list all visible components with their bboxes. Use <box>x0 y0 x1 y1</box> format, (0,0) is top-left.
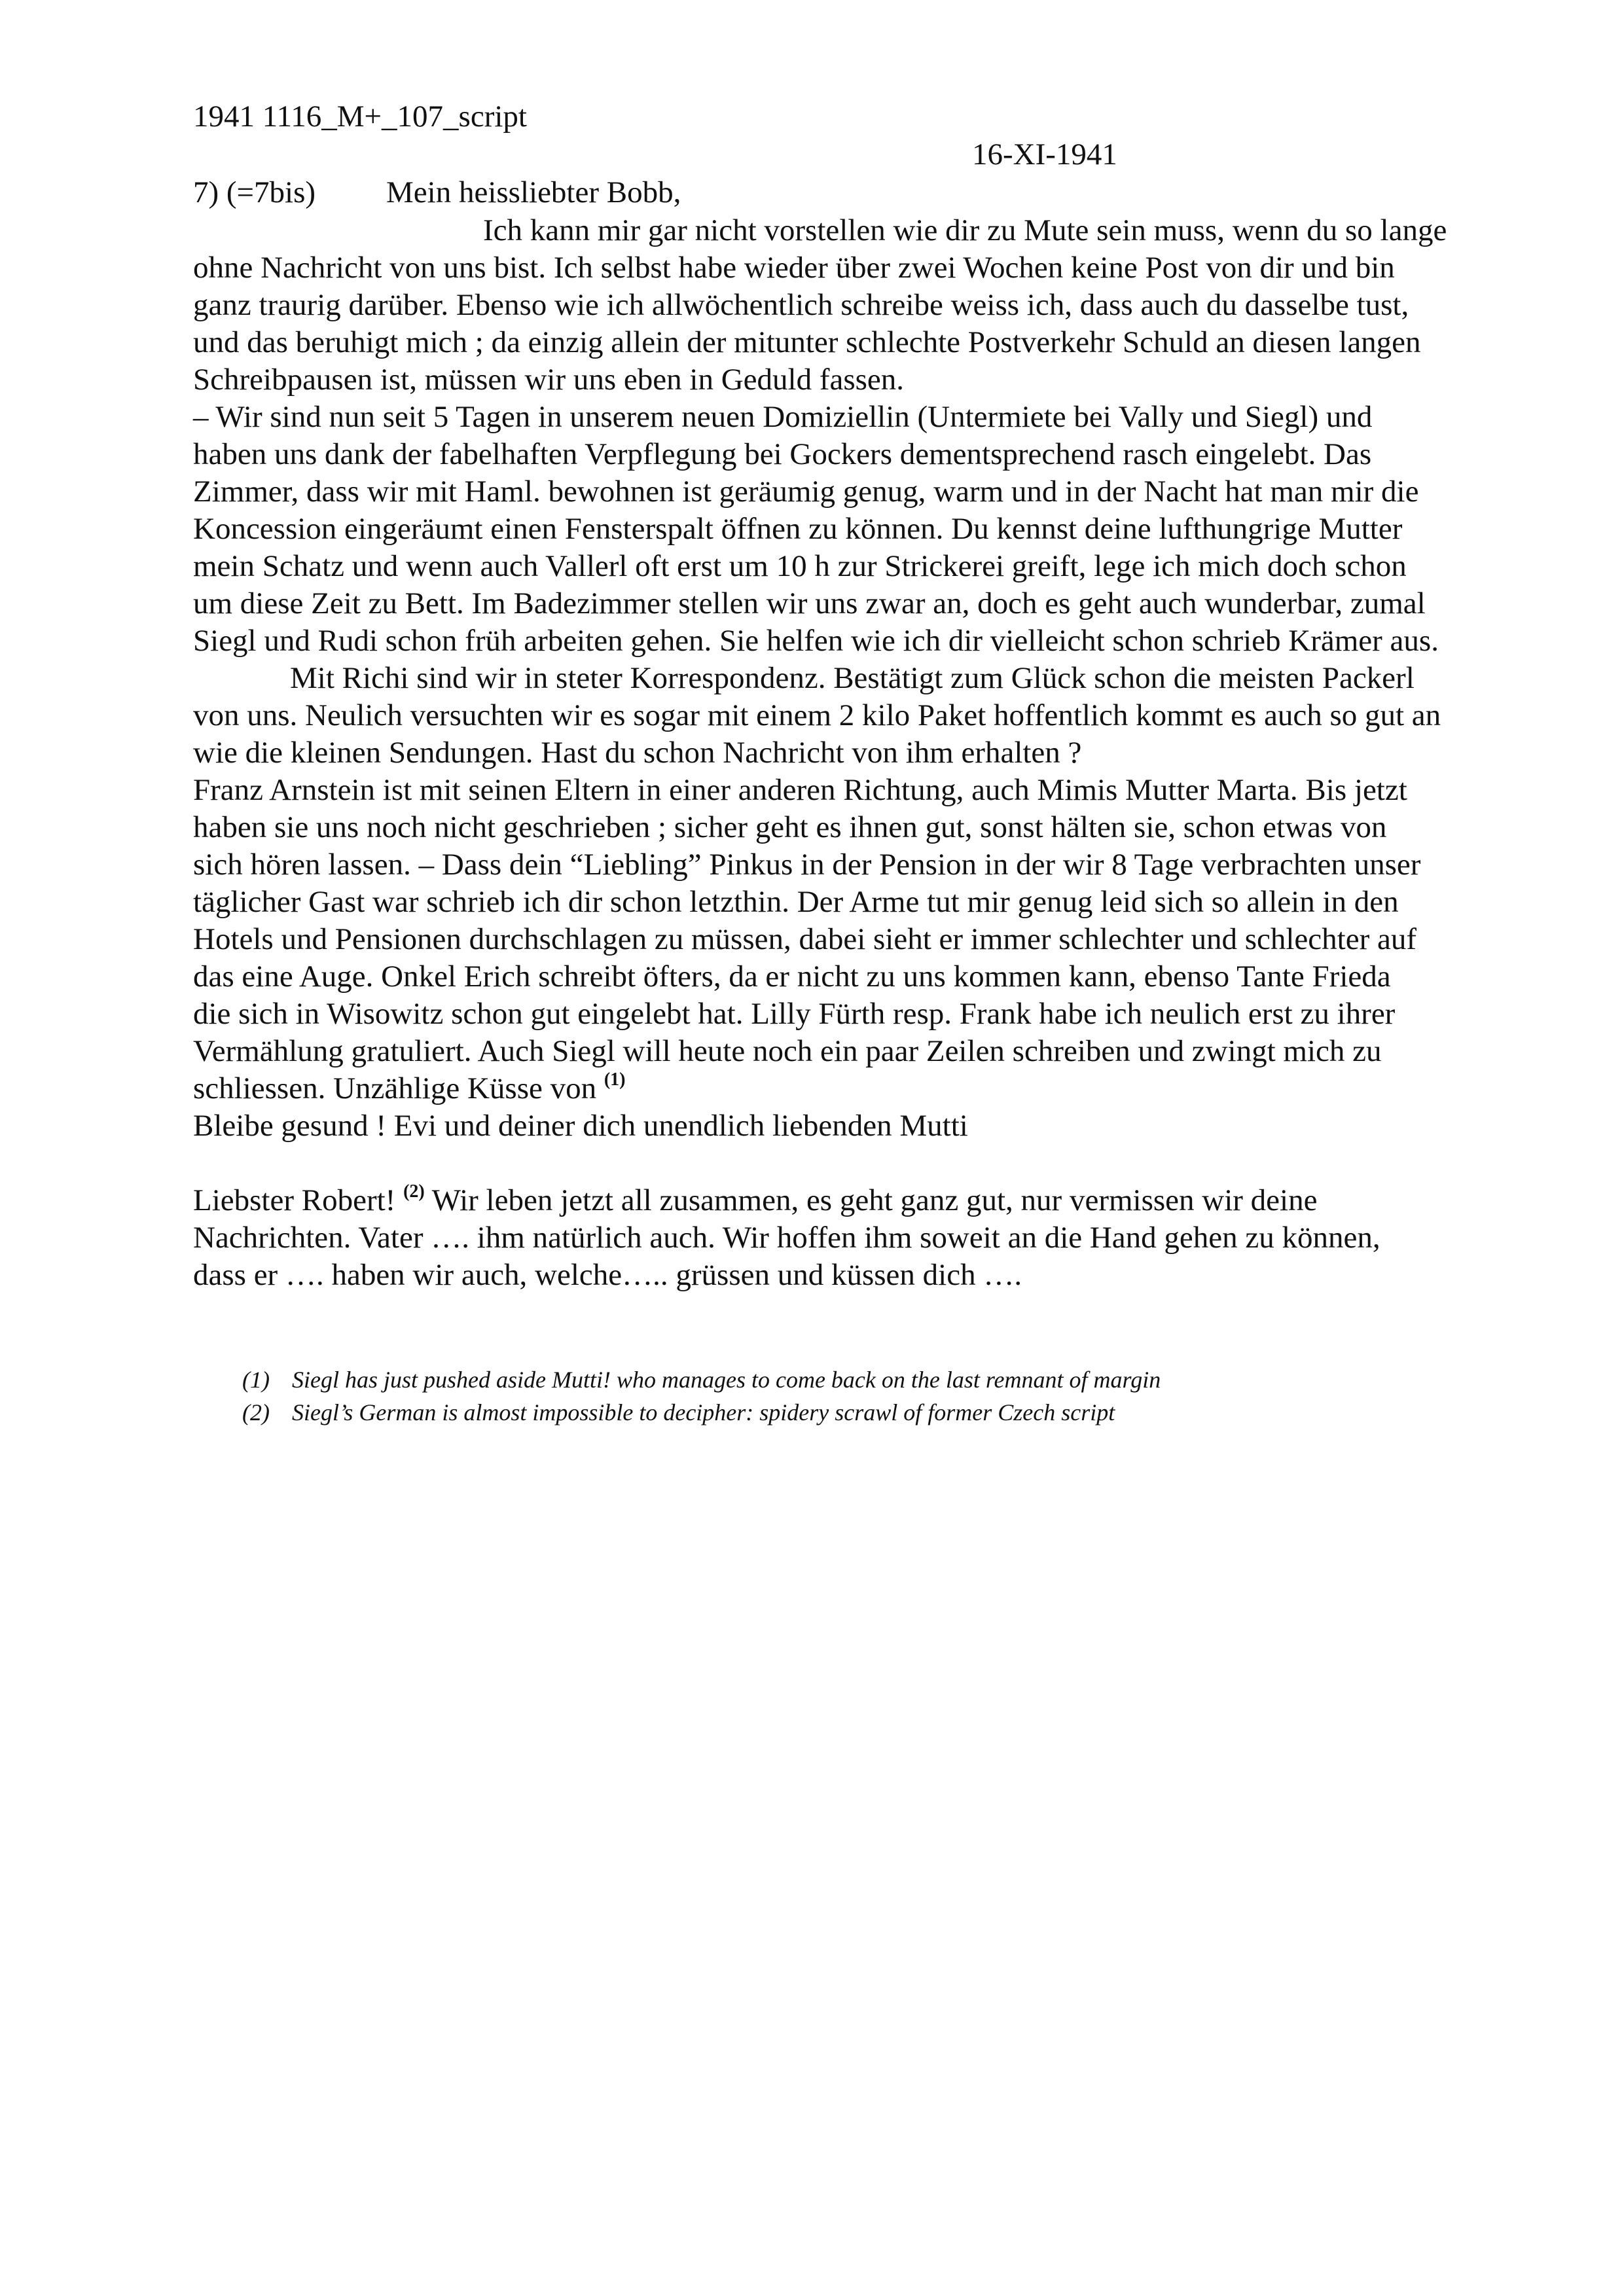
postscript-line: dass er …. haben wir auch, welche….. grüssen und küssen dich …. <box>193 1258 1022 1292</box>
body-line: mein Schatz und wenn auch Vallerl oft erst um 10 h zur Strickerei greift, lege ich mich doch schon <box>193 549 1407 583</box>
body-line: Franz Arnstein ist mit seinen Eltern in einer anderen Richtung, auch Mimis Mutter Marta. Bis jetzt <box>193 773 1407 807</box>
body-line: Koncession eingeräumt einen Fensterspalt öffnen zu können. Du kennst deine lufthungrige Mutter <box>193 512 1403 546</box>
footnote-marker: (2) <box>403 1181 425 1202</box>
document-id: 1941 1116_M+_107_script <box>193 99 527 134</box>
footnote <box>242 1398 1115 1427</box>
body-line: wie die kleinen Sendungen. Hast du schon Nachricht von ihm erhalten ? <box>193 736 1082 770</box>
body-line: und das beruhigt mich ; da einzig allein der mitunter schlechte Postverkehr Schuld an diesen langen <box>193 325 1421 359</box>
body-line: – Wir sind nun seit 5 Tagen in unserem neuen Domiziellin (Untermiete bei Vally und Siegl) und <box>193 400 1373 434</box>
footnote-number: (2) <box>242 1399 270 1426</box>
body-line: Vermählung gratuliert. Auch Siegl will heute noch ein paar Zeilen schreiben und zwingt mich zu <box>193 1034 1382 1068</box>
body-line: ganz traurig darüber. Ebenso wie ich allwöchentlich schreibe weiss ich, dass auch du dasselbe tust, <box>193 288 1409 322</box>
letter-number: 7) (=7bis) <box>193 175 316 209</box>
closing-text: schliessen. Unzählige Küsse von <box>193 1071 604 1105</box>
footnote-number: (1) <box>242 1367 270 1393</box>
body-line: haben uns dank der fabelhaften Verpflegung bei Gockers dementsprechend rasch eingelebt. Das <box>193 437 1372 471</box>
body-line: ohne Nachricht von uns bist. Ich selbst habe wieder über zwei Wochen keine Post von dir und bin <box>193 251 1395 285</box>
footnote-marker: (1) <box>604 1069 626 1090</box>
body-line: Siegl und Rudi schon früh arbeiten gehen. Sie helfen wie ich dir vielleicht schon schrieb Krämer aus. <box>193 624 1439 658</box>
body-line: die sich in Wisowitz schon gut eingelebt hat. Lilly Fürth resp. Frank habe ich neulich erst zu ihrer <box>193 997 1396 1031</box>
postscript-greeting: Liebster Robert! <box>193 1183 404 1217</box>
body-line: Schreibpausen ist, müssen wir uns eben in Geduld fassen. <box>193 363 905 397</box>
footnote-text: Siegl has just pushed aside Mutti! who manages to come back on the last remnant of margin <box>292 1367 1161 1393</box>
body-line: sich hören lassen. – Dass dein “Liebling” Pinkus in der Pension in der wir 8 Tage verbrachten unser <box>193 848 1421 882</box>
body-line: um diese Zeit zu Bett. Im Badezimmer stellen wir uns zwar an, doch es geht auch wunderbar, zumal <box>193 586 1426 620</box>
body-line: Ich kann mir gar nicht vorstellen wie dir zu Mute sein muss, wenn du so lange <box>483 213 1447 247</box>
body-line: haben sie uns noch nicht geschrieben ; sicher geht es ihnen gut, sonst hälten sie, schon etwas von <box>193 810 1387 844</box>
body-line: das eine Auge. Onkel Erich schreibt öfters, da er nicht zu uns kommen kann, ebenso Tante Frieda <box>193 960 1391 994</box>
postscript-first-line <box>193 1182 1317 1219</box>
letter-salutation: Mein heissliebter Bobb, <box>386 175 681 209</box>
postscript-text: Wir leben jetzt all zusammen, es geht ganz gut, nur vermissen wir deine <box>424 1183 1318 1217</box>
letter-signoff: Bleibe gesund ! Evi und deiner dich unendlich liebenden Mutti <box>193 1109 968 1143</box>
letter-date: 16-XI-1941 <box>972 137 1117 171</box>
body-line: täglicher Gast war schrieb ich dir schon letzthin. Der Arme tut mir genug leid sich so allein in den <box>193 885 1399 919</box>
body-line: Zimmer, dass wir mit Haml. bewohnen ist geräumig genug, warm und in der Nacht hat man mir die <box>193 475 1419 509</box>
body-line: Hotels und Pensionen durchschlagen zu müssen, dabei sieht er immer schlechter und schlechter auf <box>193 922 1416 956</box>
body-line: Mit Richi sind wir in steter Korrespondenz. Bestätigt zum Glück schon die meisten Packerl <box>290 661 1415 695</box>
body-line: von uns. Neulich versuchten wir es sogar mit einem 2 kilo Paket hoffentlich kommt es auch so gut an <box>193 698 1441 732</box>
footnote-text: Siegl’s German is almost impossible to decipher: spidery scrawl of former Czech script <box>292 1399 1115 1426</box>
postscript-line: Nachrichten. Vater …. ihm natürlich auch. Wir hoffen ihm soweit an die Hand gehen zu können, <box>193 1221 1380 1255</box>
closing-line <box>193 1070 626 1107</box>
footnote <box>242 1365 1161 1394</box>
